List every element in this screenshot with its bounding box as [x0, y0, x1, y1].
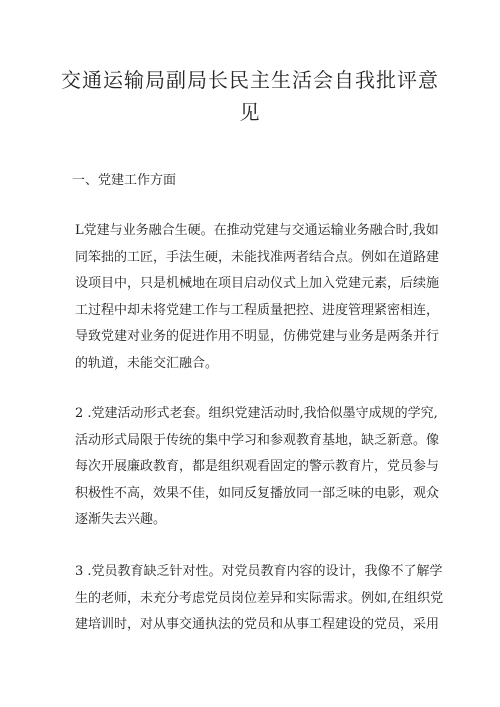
- paragraph-3: [75, 559, 444, 639]
- paragraph-line: 同笨拙的工匠，手法生硬，未能找准两者结合点。例如在道路建: [75, 249, 440, 265]
- paragraph-line: 设项目中，只是机械地在项目启动仪式上加入党建元素，后续施: [75, 276, 440, 291]
- paragraph-2: [75, 401, 440, 534]
- document-title-line-2: 见: [239, 100, 261, 124]
- paragraph-line: 3 .党员教育缺乏针对性。对党员教育内容的设计，我像不了解学: [75, 564, 443, 579]
- paragraph-1: [75, 218, 440, 377]
- paragraph-line: 建培训时，对从事交通执法的党员和从事工程建设的党员，采用: [75, 617, 440, 632]
- paragraph-line: 的轨道，未能交汇融合。: [75, 355, 219, 371]
- paragraph-line: L党建与业务融合生硬。在推动党建与交通运输业务融合时,我如: [75, 223, 439, 238]
- section-heading: 一、党建工作方面: [72, 173, 177, 188]
- paragraph-line: 导致党建对业务的促进作用不明显，仿佛党建与业务是两条并行: [75, 329, 440, 344]
- paragraph-line: 活动形式局限于传统的集中学习和参观教育基地，缺乏新意。像: [75, 432, 440, 448]
- paragraph-line: 工过程中却未将党建工作与工程质量把控、进度管理紧密相连，: [75, 302, 440, 318]
- paragraph-line: 逐渐失去兴趣。: [75, 512, 167, 527]
- paragraph-line: 2 .党建活动形式老套。组织党建活动时,我恰似墨守成规的学究,: [75, 406, 438, 421]
- document-title-line-1: 交通运输局副局长民主生活会自我批评意: [61, 68, 439, 92]
- paragraph-line: 积极性不高，效果不佳，如同反复播放同一部乏味的电影，观众: [75, 485, 440, 501]
- paragraph-line: 每次开展廉政教育，都是组织观看固定的警示教育片，党员参与: [75, 459, 440, 474]
- paragraph-line: 生的老师，未充分考虑党员岗位差异和实际需求。例如,在组织党: [75, 590, 444, 606]
